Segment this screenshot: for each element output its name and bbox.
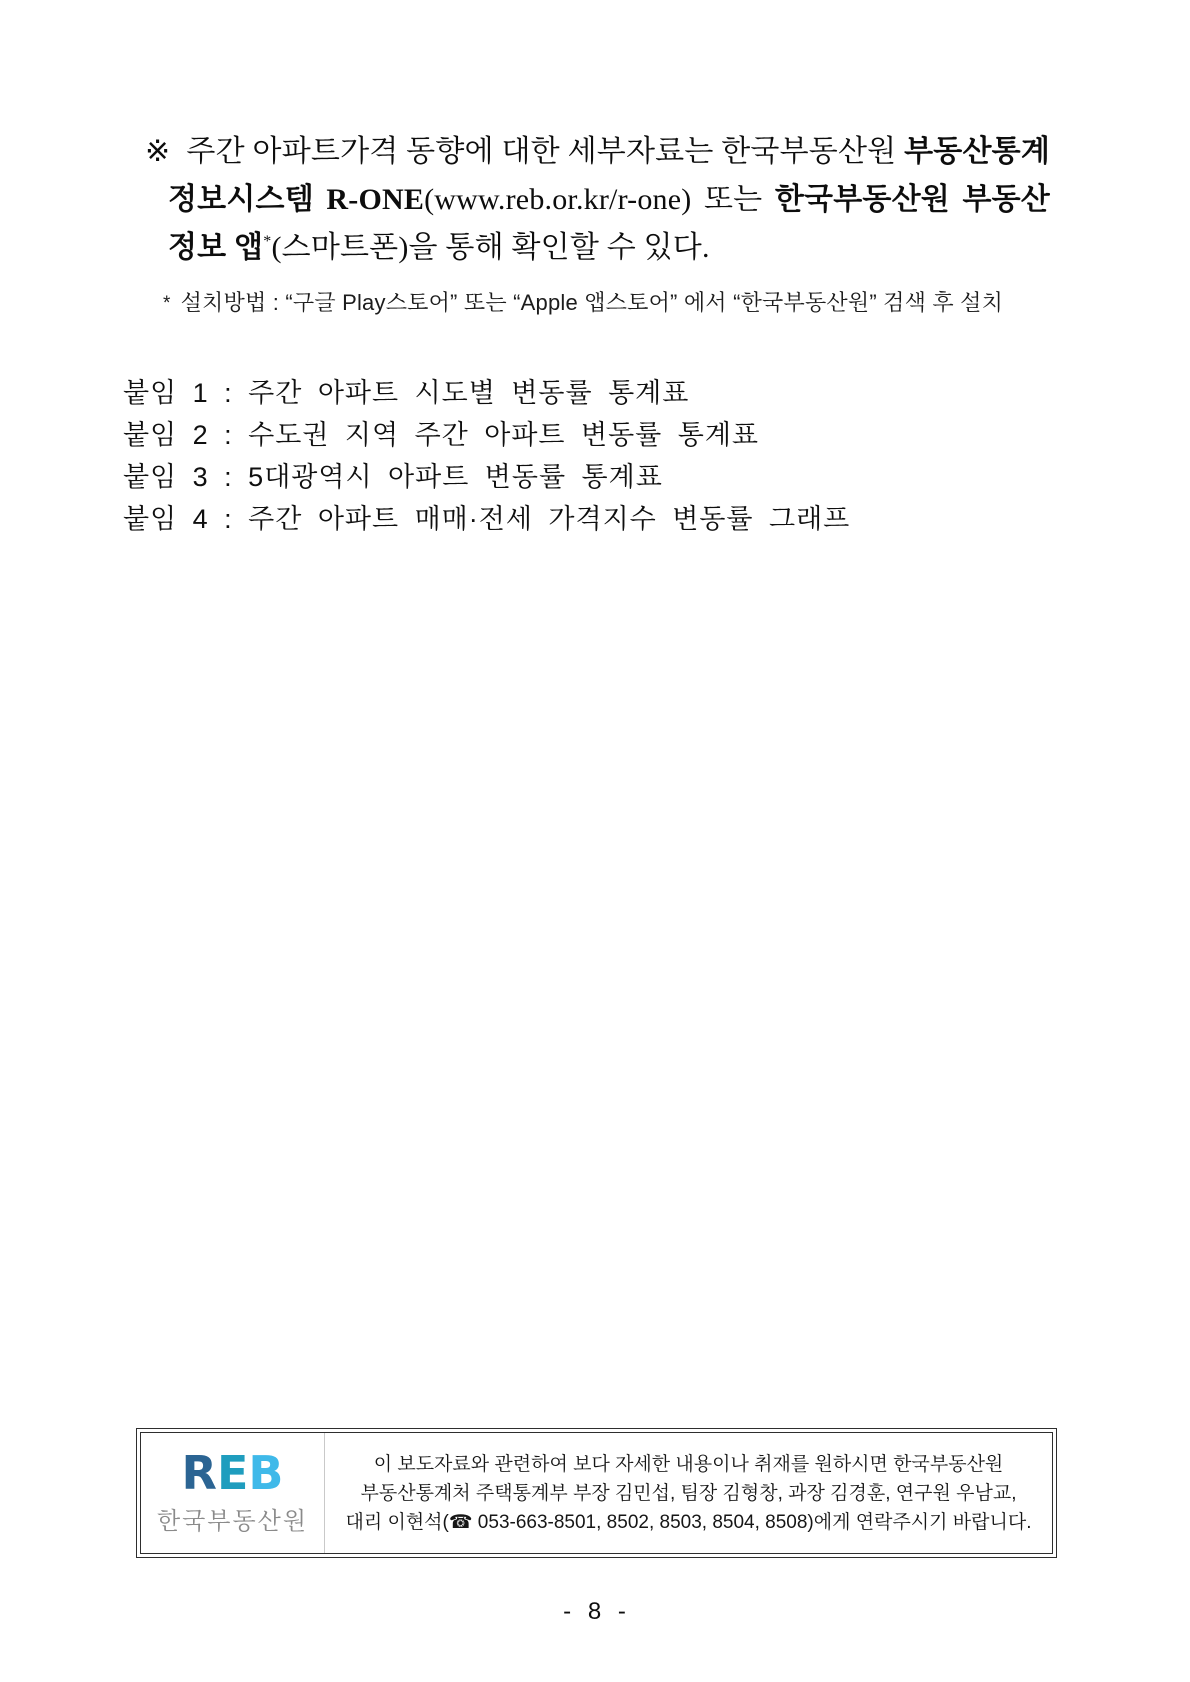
contact-box (136, 1428, 1057, 1558)
reb-logo (181, 1446, 284, 1500)
reb-logo-letter-r: R (181, 1446, 217, 1500)
notice-text-bold: 부동산통계 (904, 135, 1050, 168)
footnote-marker: * (163, 293, 171, 314)
attachment-list (123, 372, 850, 540)
contact-line-3: 대리 이현석(☎ 053-663-8501, 8502, 8503, 8504, 8508)에게 연락주시기 바랍니다. (345, 1511, 1032, 1533)
attachment-item-4: 붙임 4 : 주간 아파트 매매·전세 가격지수 변동률 그래프 (123, 504, 851, 534)
notice-line-1 (145, 128, 1050, 176)
attachment-item-1: 붙임 1 : 주간 아파트 시도별 변동률 통계표 (123, 378, 690, 408)
reb-logo-letter-b: B (248, 1446, 284, 1500)
reb-logo-cell (141, 1433, 325, 1553)
notice-line-2 (168, 176, 1050, 224)
install-footnote (163, 286, 1043, 317)
reb-logo-letter-e: E (216, 1446, 249, 1500)
contact-line-2: 부동산통계처 주택통계부 부장 김민섭, 팀장 김형창, 과장 김경훈, 연구원 우남교, (360, 1482, 1017, 1504)
footnote-asterisk: * (263, 233, 272, 250)
notice-text-bold: 한국부동산원 부동산 (774, 183, 1050, 216)
reference-mark-icon: ※ (145, 135, 171, 168)
contact-box-inner (140, 1432, 1053, 1554)
notice-text-bold: 정보시스템 R-ONE (168, 183, 425, 216)
notice-text: 주간 아파트가격 동향에 대한 세부자료는 한국부동산원 (186, 135, 905, 168)
contact-text (325, 1433, 1052, 1553)
contact-line-1: 이 보도자료와 관련하여 보다 자세한 내용이나 취재를 원하시면 한국부동산원 (373, 1453, 1004, 1475)
notice-paragraph (145, 128, 1050, 272)
notice-text: (www.reb.or.kr/r-one) 또는 (424, 183, 775, 216)
page-number: - 8 - (563, 1598, 627, 1625)
notice-text-bold: 정보 앱 (168, 231, 264, 264)
footnote-text: 설치방법 : “구글 Play스토어” 또는 “Apple 앱스토어” 에서 “한국부동산원” 검색 후 설치 (180, 290, 1004, 315)
org-name: 한국부동산원 (156, 1508, 309, 1535)
notice-line-3 (168, 224, 1050, 272)
attachment-item-2: 붙임 2 : 수도권 지역 주간 아파트 변동률 통계표 (123, 420, 760, 450)
notice-text: (스마트폰)을 통해 확인할 수 있다. (271, 231, 710, 264)
attachment-item-3: 붙임 3 : 5대광역시 아파트 변동률 통계표 (123, 462, 663, 492)
